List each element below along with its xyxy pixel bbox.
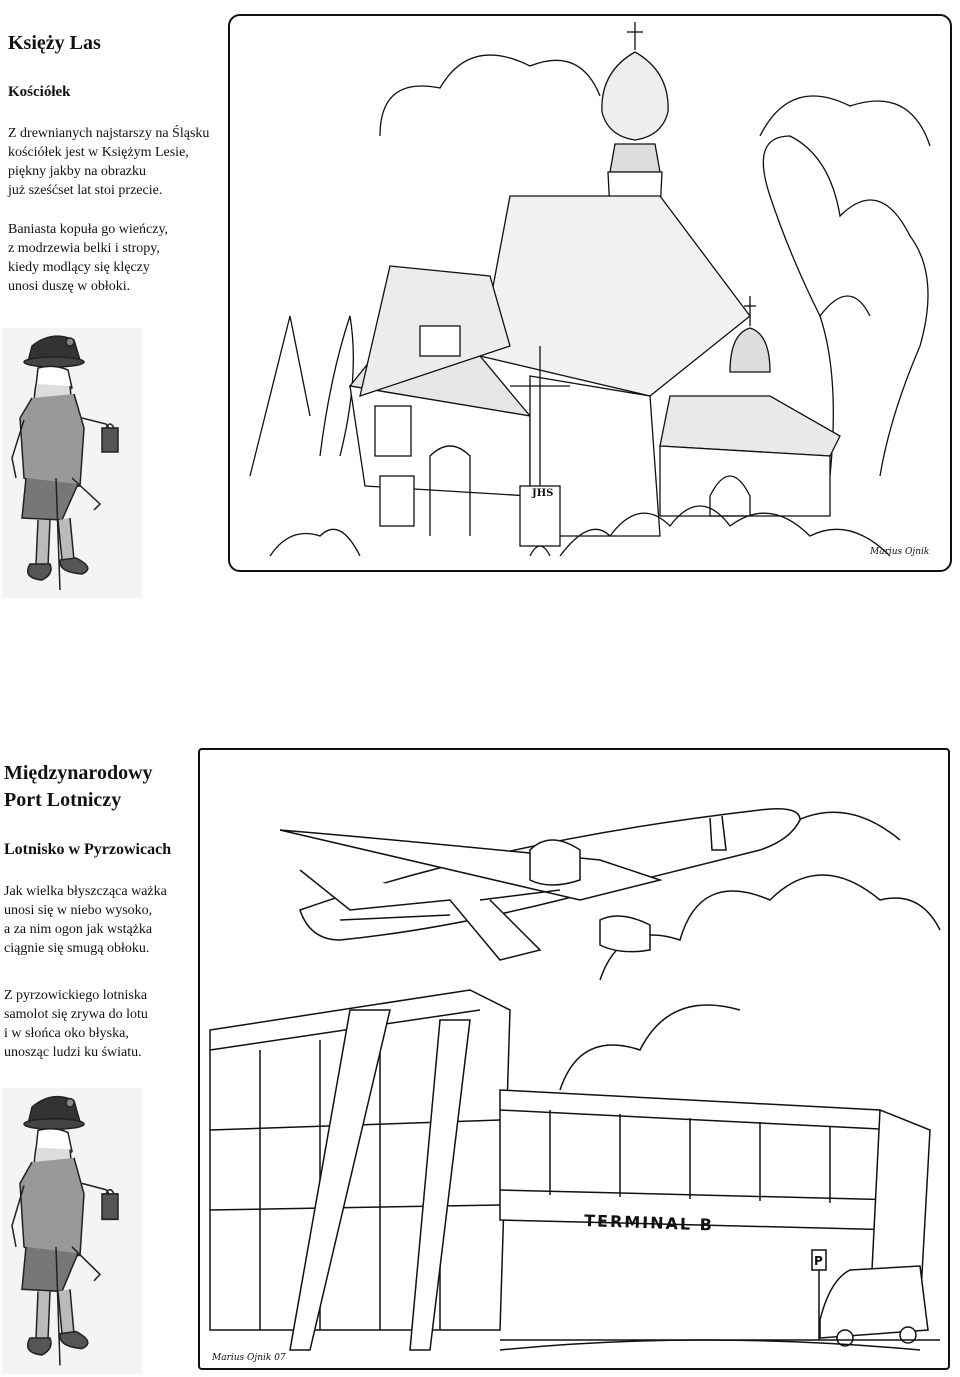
terminal-sign: TERMINAL B	[583, 1211, 715, 1235]
section2-stanza-2	[4, 986, 148, 1062]
poem-line: unosi się w niebo wysoko,	[4, 903, 153, 918]
poem-line: kiedy modlący się klęczy	[8, 260, 150, 275]
section2-title-line1: Międzynarodowy	[4, 762, 153, 784]
parking-sign: P	[814, 1254, 823, 1268]
poem-line: kościółek jest w Księżym Lesie,	[8, 145, 189, 160]
church-illustration	[228, 14, 952, 572]
poem-line: a za nim ogon jak wstążka	[4, 922, 153, 937]
poem-line: unosi duszę w obłoki.	[8, 279, 131, 294]
poem-line: ciągnie się smugą obłoku.	[4, 941, 150, 956]
airport-drawing	[200, 750, 948, 1368]
section2-stanza-1	[4, 882, 167, 958]
poem-line: unosząc ludzi ku światu.	[4, 1045, 142, 1060]
section2-subtitle: Lotnisko w Pyrzowicach	[4, 841, 172, 858]
section1-stanza-2	[8, 220, 168, 296]
gnome-miner-illustration	[2, 328, 142, 598]
church-drawing	[230, 16, 950, 570]
poem-line: Z pyrzowickiego lotniska	[4, 988, 148, 1003]
poem-line: samolot się zrywa do lotu	[4, 1007, 148, 1022]
illustration-signature: Marius Ojnik 07	[212, 1353, 286, 1363]
poem-line: i w słońca oko błyska,	[4, 1026, 129, 1041]
section1-title: Księży Las	[8, 32, 101, 54]
poem-line: Baniasta kopuła go wieńczy,	[8, 222, 169, 237]
gnome-miner-icon	[2, 328, 142, 598]
section2-title-line2: Port Lotniczy	[4, 789, 122, 811]
poem-line: z modrzewia belki i stropy,	[8, 241, 160, 256]
poem-line: Jak wielka błyszcząca ważka	[4, 884, 167, 899]
gnome-miner-icon	[2, 1088, 142, 1374]
poem-line: Z drewnianych najstarszy na Śląsku	[8, 126, 210, 141]
gnome-miner-illustration	[2, 1088, 142, 1374]
illustration-signature: Marius Ojnik	[870, 547, 930, 557]
poem-line: już sześćset lat stoi przecie.	[8, 183, 163, 198]
section1-stanza-1	[8, 124, 209, 200]
section1-subtitle: Kościółek	[8, 84, 71, 100]
poem-line: piękny jakby na obrazku	[8, 164, 147, 179]
airport-illustration	[198, 748, 950, 1370]
cross-inscription: JHS	[532, 488, 554, 499]
